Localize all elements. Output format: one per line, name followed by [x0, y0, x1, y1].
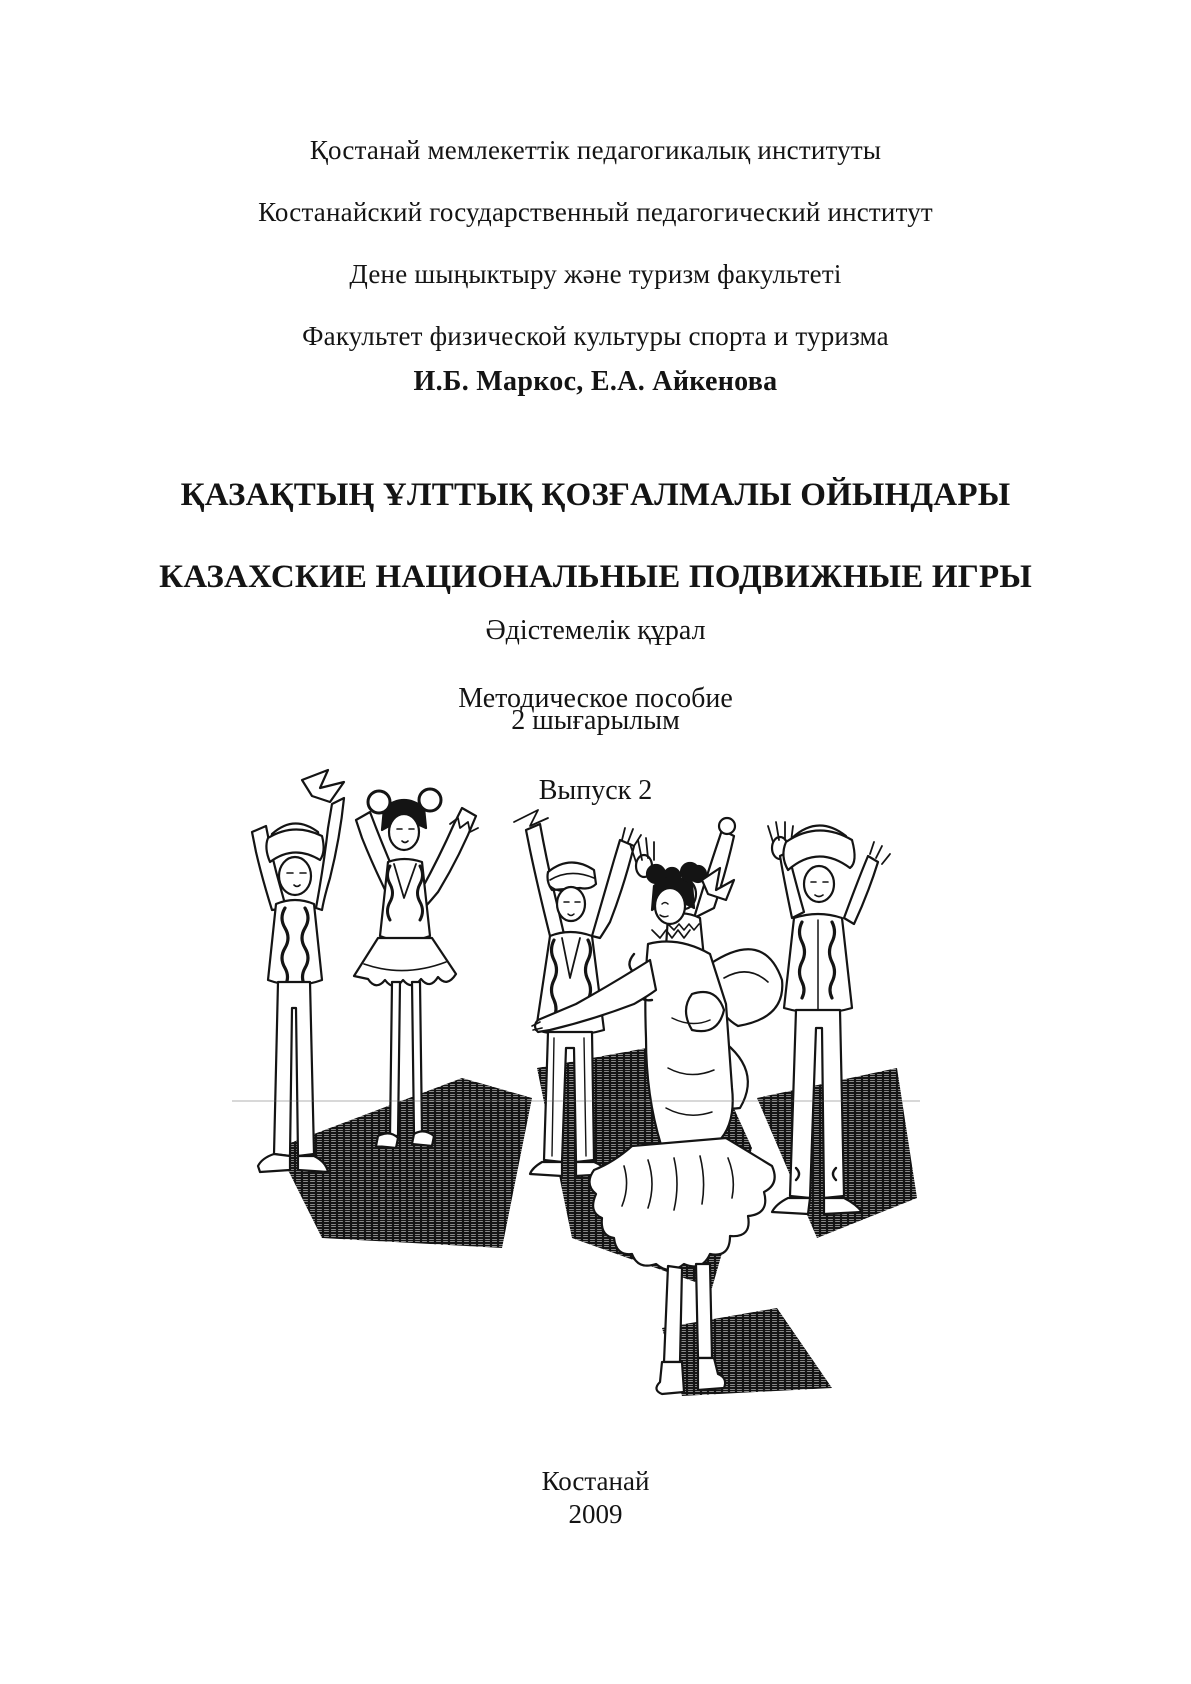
- publication-year: 2009: [568, 1499, 623, 1529]
- subtitle-russian: Методическое пособие: [458, 683, 733, 714]
- institution-header: [0, 104, 1191, 383]
- faculty-line-ru: Факультет физической культуры спорта и туризма: [302, 321, 889, 351]
- foreground-shadow: [662, 1308, 832, 1396]
- dancing-children-illustration: [232, 768, 920, 1400]
- authors: И.Б. Маркос, Е.А. Айкенова: [413, 366, 778, 397]
- dancers-line-art: [232, 768, 920, 1400]
- figure-left-boy: [252, 770, 344, 1172]
- edition-kazakh: 2 шығарылым: [511, 705, 680, 736]
- faculty-line-kk: Дене шыңыктыру және туризм факультеті: [349, 259, 842, 289]
- institution-line-ru: Костанайский государственный педагогический институт: [258, 197, 933, 227]
- institution-line-kk: Қостанай мемлекеттік педагогикалық институты: [309, 135, 882, 165]
- subtitle-kazakh: Әдістемелік құрал: [485, 615, 706, 646]
- edition-russian: Выпуск 2: [538, 775, 653, 806]
- title-kazakh: ҚАЗАҚТЫҢ ҰЛТТЫҚ ҚОЗҒАЛМАЛЫ ОЙЫНДАРЫ: [180, 477, 1011, 513]
- publication-city: Костанай: [541, 1466, 650, 1496]
- title-russian: КАЗАХСКИЕ НАЦИОНАЛЬНЫЕ ПОДВИЖНЫЕ ИГРЫ: [159, 559, 1032, 595]
